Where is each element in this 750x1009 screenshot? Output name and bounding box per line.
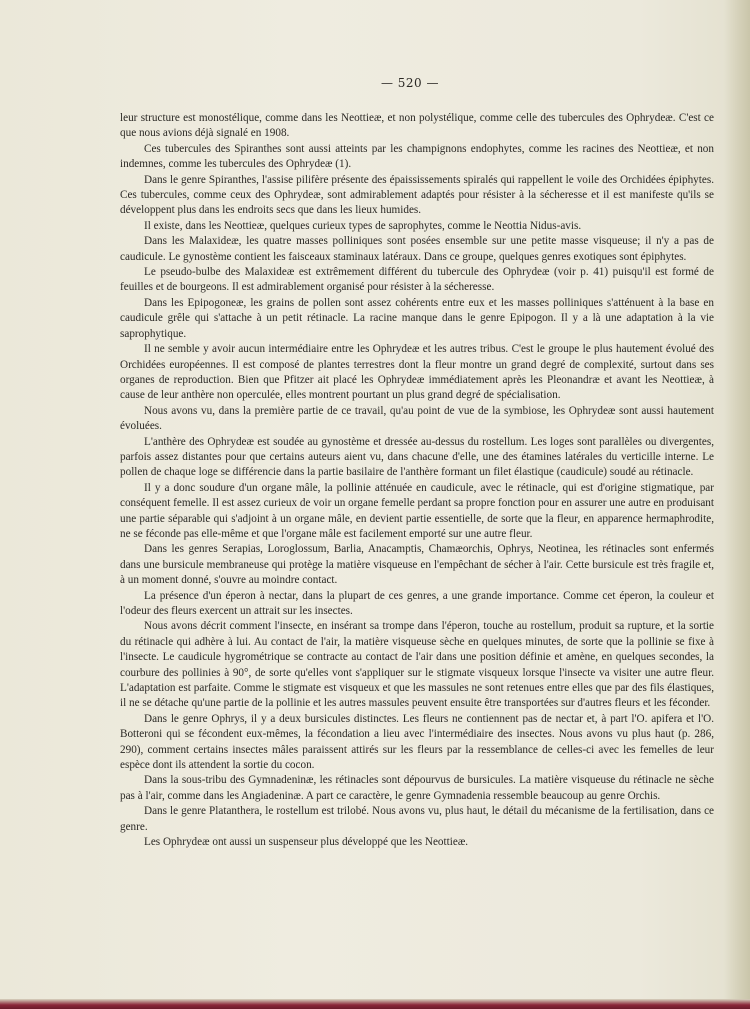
paragraph: Dans le genre Spiranthes, l'assise pilifère présente des épaississements spiralés qui rappellent le voile des Orchidées épiphytes. Ces tubercules, comme ceux des Ophrydeæ, sont admirablement adaptés pour résister à la sécheresse et il est manifeste qu'ils se développent plus dans les endroits secs que dans les lieux humides. (120, 173, 714, 217)
paragraph: Nous avons vu, dans la première partie de ce travail, qu'au point de vue de la symbiose, les Ophrydeæ sont aussi hautement évoluées. (120, 404, 714, 433)
paragraph: Dans le genre Ophrys, il y a deux bursicules distinctes. Les fleurs ne contiennent pas de nectar et, à part l'O. apifera et l'O. Botteroni qui se fécondent eux-mêmes, la fécondation a lieu avec l'intermédiaire des insectes. Nous avons vu plus haut (p. 286, 290), comment certains insectes mâles paraissent attirés sur les fleurs par la ressemblance de celles-ci avec les femelles de leur espèce dont ils attendent la sortie du cocon. (120, 712, 714, 772)
paragraph: Il existe, dans les Neottieæ, quelques curieux types de saprophytes, comme le Neottia Nidus-avis. (144, 219, 582, 232)
body-text (120, 111, 714, 851)
paragraph: La présence d'un éperon à nectar, dans la plupart de ces genres, a une grande importance. Comme cet éperon, la couleur et l'odeur des fleurs exercent un attrait sur les insectes. (120, 589, 714, 617)
paragraph: Dans les Epipogoneæ, les grains de pollen sont assez cohérents entre eux et les masses polliniques s'atténuent à la base en caudicule grêle qui s'attache à un petit rétinacle. La racine manque dans le genre Epipogon. Il y a là une adaptation à la vie saprophytique. (120, 296, 714, 340)
book-cover-edge (0, 999, 750, 1009)
paragraph: Le pseudo-bulbe des Malaxideæ est extrêmement différent du tubercule des Ophrydeæ (voir p. 41) puisqu'il est formé de feuilles et de bourgeons. Il est admirablement organisé pour résister à la sécheresse. (120, 266, 714, 294)
page-edge-shadow (724, 0, 750, 1009)
paragraph: Il ne semble y avoir aucun intermédiaire entre les Ophrydeæ et les autres tribus. C'est le groupe le plus hautement évolué des Orchidées européennes. Il est composé de plantes terrestres dont la fleur montre un grand degré de complexité, surtout dans ses organes de reproduction. Bien que Pfitzer ait placé les Ophrydeæ immédiatement après les Pleonandræ et avant les Neottieæ, à cause de leur anthère non operculée, elles montrent pourtant un plus grand degré de spécialisation. (120, 343, 714, 402)
paragraph: Dans la sous-tribu des Gymnadeninæ, les rétinacles sont dépourvus de bursicules. La matière visqueuse du rétinacle ne sèche pas à l'air, comme dans les Angiadeninæ. A part ce caractère, le genre Gymnadenia ressemble beaucoup au genre Orchis. (120, 774, 714, 802)
paragraph: Dans les Malaxideæ, les quatre masses polliniques sont posées ensemble sur une petite masse visqueuse; il n'y a pas de caudicule. Le gynostème contient les faisceaux staminaux latéraux. Dans ce groupe, quelques genres exotiques sont épiphytes. (120, 235, 714, 263)
paragraph: Les Ophrydeæ ont aussi un suspenseur plus développé que les Neottieæ. (144, 836, 469, 849)
paragraph: leur structure est monostélique, comme dans les Neottieæ, et non polystélique, comme celle des tubercules des Ophrydeæ. C'est ce que nous avions déjà signalé en 1908. (120, 112, 714, 140)
paragraph: L'anthère des Ophrydeæ est soudée au gynostème et dressée au-dessus du rostellum. Les loges sont parallèles ou divergentes, parfois assez distantes pour que certains auteurs aient vu, dans chacune d'elle, une des étamines latérales du verticille interne. Le pollen de chaque loge se différencie dans la partie basilaire de l'anthère formant un filet élastique (caudicule) soudé au rétinacle. (120, 435, 714, 479)
paragraph: Dans les genres Serapias, Loroglossum, Barlia, Anacamptis, Chamæorchis, Ophrys, Neotinea, les rétinacles sont enfermés dans une bursicule membraneuse qui protège la matière visqueuse en l'empêchant de sécher à l'air. Cette bursicule est très fragile et, à un moment donné, s'ouvre au moindre contact. (120, 543, 714, 587)
page-number: — 520 — (380, 76, 440, 90)
paragraph: Il y a donc soudure d'un organe mâle, la pollinie atténuée en caudicule, avec le rétinacle, qui est d'origine stigmatique, par conséquent femelle. Il est assez curieux de voir un organe femelle perdant sa propre fonction pour en assurer une autre en produisant une partie séparable qui s'adjoint à un organe mâle, en devient partie essentielle, de sorte que la fleur, en apparence hermaphrodite, ne se féconde pas elle-même et que l'organe mâle est facilement emporté sur une autre fleur. (120, 481, 714, 540)
paragraph: Dans le genre Platanthera, le rostellum est trilobé. Nous avons vu, plus haut, le détail du mécanisme de la fertilisation, dans ce genre. (120, 805, 714, 833)
paragraph: Ces tubercules des Spiranthes sont aussi atteints par les champignons endophytes, comme les racines des Neottieæ, et non indemnes, comme les tubercules des Ophrydeæ (1). (120, 142, 714, 171)
paragraph: Nous avons décrit comment l'insecte, en insérant sa trompe dans l'éperon, touche au rostellum, produit sa rupture, et la sortie du rétinacle qui adhère à lui. Au contact de l'air, la matière visqueuse sèche en quelques minutes, de sorte que la pollinie se fixe à l'insecte. Le caudicule hygrométrique se contracte au contact de l'air dans une position définie et amène, en quelques secondes, la courbure des pollinies à 90°, de sorte qu'elles vont s'appliquer sur le stigmate visqueux lorsque l'insecte va visiter une autre fleur. L'adaptation est parfaite. Comme le stigmate est visqueux et que les massules ne sont retenues entre elles que par des fils élastiques, il ne se détache qu'une partie de la pollinie et les autres massules peuvent ensuite être transportées sur d'autres fleurs et les féconder. (120, 620, 714, 710)
